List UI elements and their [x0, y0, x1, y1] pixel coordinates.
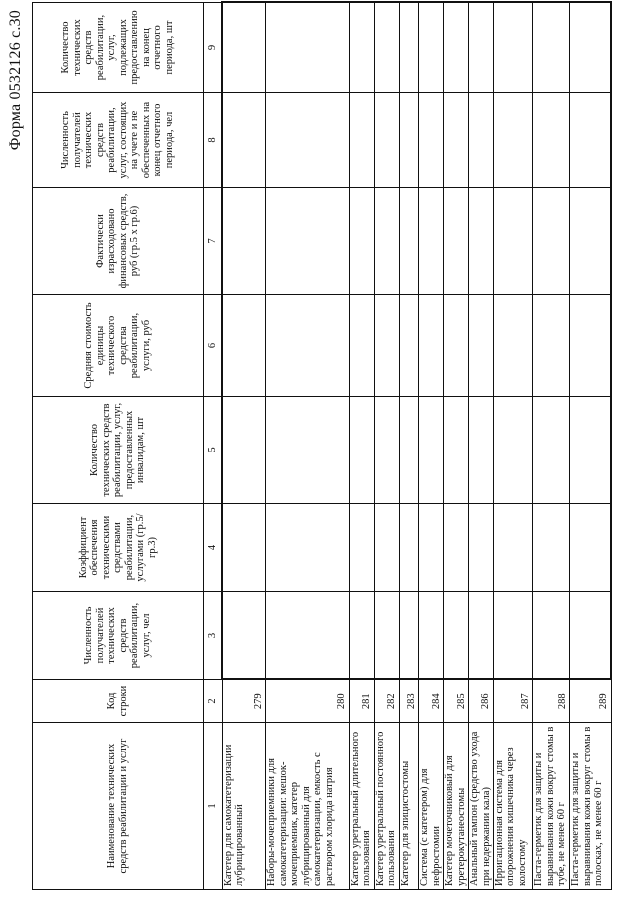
empty-cell — [222, 3, 266, 93]
empty-cell — [399, 188, 419, 295]
empty-cell — [349, 504, 374, 592]
empty-cell — [222, 188, 266, 295]
empty-cell — [374, 188, 399, 295]
header-recipients: Численность получателей технических средств реабилитации, услуг, чел — [33, 592, 204, 680]
empty-cell — [419, 295, 444, 397]
table-row — [493, 3, 532, 890]
row-name: Ирригационная система для опорожнения кишечника через колостому — [493, 723, 532, 890]
empty-cell — [222, 592, 266, 680]
empty-cell — [533, 188, 570, 295]
row-code: 289 — [570, 680, 611, 723]
table-row — [570, 3, 611, 890]
table-row — [374, 3, 399, 890]
row-code: 280 — [266, 680, 350, 723]
empty-cell — [570, 93, 611, 188]
empty-cell — [349, 397, 374, 504]
table-row — [349, 3, 374, 890]
table-row — [266, 3, 350, 890]
empty-cell — [266, 397, 350, 504]
empty-cell — [444, 504, 469, 592]
empty-cell — [469, 295, 494, 397]
empty-cell — [444, 397, 469, 504]
row-name: Катетер мочеточниковый для уретерокутанеостомы — [444, 723, 469, 890]
empty-cell — [493, 188, 532, 295]
row-name: Катетер уретральный постоянного пользования — [374, 723, 399, 890]
empty-cell — [222, 504, 266, 592]
column-numbers-row — [203, 3, 222, 890]
row-name: Паста-герметик для защиты и выравнивания кожи вокруг стомы в полосках, не менее 60 г — [570, 723, 611, 890]
row-code: 284 — [419, 680, 444, 723]
empty-cell — [266, 93, 350, 188]
table-body — [222, 3, 611, 890]
empty-cell — [493, 295, 532, 397]
report-table — [32, 2, 612, 891]
column-number: 2 — [203, 680, 222, 723]
table-row — [533, 3, 570, 890]
row-code: 282 — [374, 680, 399, 723]
empty-cell — [374, 592, 399, 680]
empty-cell — [570, 397, 611, 504]
empty-cell — [469, 504, 494, 592]
header-row — [33, 3, 204, 890]
table-row — [399, 3, 419, 890]
empty-cell — [419, 93, 444, 188]
empty-cell — [266, 3, 350, 93]
empty-cell — [266, 592, 350, 680]
empty-cell — [349, 93, 374, 188]
column-number: 1 — [203, 723, 222, 890]
empty-cell — [266, 504, 350, 592]
row-code: 279 — [222, 680, 266, 723]
empty-cell — [533, 592, 570, 680]
empty-cell — [374, 504, 399, 592]
empty-cell — [469, 3, 494, 93]
empty-cell — [419, 188, 444, 295]
empty-cell — [444, 3, 469, 93]
empty-cell — [419, 3, 444, 93]
empty-cell — [469, 93, 494, 188]
column-number: 3 — [203, 592, 222, 680]
empty-cell — [399, 93, 419, 188]
empty-cell — [493, 592, 532, 680]
table-row — [469, 3, 494, 890]
row-name: Катетер уретральный длительного пользования — [349, 723, 374, 890]
column-number: 7 — [203, 188, 222, 295]
row-code: 283 — [399, 680, 419, 723]
empty-cell — [444, 295, 469, 397]
empty-cell — [444, 592, 469, 680]
row-name: Наборы-мочеприемники для самокатетеризации: мешок-мочеприемник, катетер лубрицированный для самокатетеризации, емкость с раствором хлорида натрия — [266, 723, 350, 890]
empty-cell — [399, 3, 419, 93]
column-number: 6 — [203, 295, 222, 397]
row-name: Система (с катетером) для нефростомии — [419, 723, 444, 890]
empty-cell — [444, 188, 469, 295]
header-avg-cost: Средняя стоимость единицы технического средства реабилитации, услуги, руб — [33, 295, 204, 397]
form-number: Форма 0532126 с.30 — [7, 10, 24, 151]
empty-cell — [374, 295, 399, 397]
empty-cell — [469, 592, 494, 680]
row-code: 285 — [444, 680, 469, 723]
empty-cell — [349, 3, 374, 93]
empty-cell — [469, 188, 494, 295]
column-number: 9 — [203, 3, 222, 93]
empty-cell — [533, 295, 570, 397]
table-row — [222, 3, 266, 890]
empty-cell — [444, 93, 469, 188]
empty-cell — [570, 3, 611, 93]
empty-cell — [570, 592, 611, 680]
column-number: 5 — [203, 397, 222, 504]
column-number: 8 — [203, 93, 222, 188]
header-to-provide: Количество технических средств реабилитации, услуг, подлежащих предоставлению на конец отчетного периода, шт — [33, 3, 204, 93]
header-code: Код строки — [33, 680, 204, 723]
header-coefficient: Коэффициент обеспечения техническими средствами реабилитации, услугами (гр.5/гр.3) — [33, 504, 204, 592]
empty-cell — [399, 295, 419, 397]
empty-cell — [419, 397, 444, 504]
empty-cell — [374, 93, 399, 188]
row-name: Катетер для самокатетеризации лубрицированный — [222, 723, 266, 890]
row-code: 287 — [493, 680, 532, 723]
empty-cell — [419, 592, 444, 680]
empty-cell — [222, 93, 266, 188]
empty-cell — [419, 504, 444, 592]
empty-cell — [469, 397, 494, 504]
table-row — [419, 3, 444, 890]
row-name: Катетер для эпицистостомы — [399, 723, 419, 890]
empty-cell — [266, 295, 350, 397]
empty-cell — [349, 592, 374, 680]
empty-cell — [570, 188, 611, 295]
empty-cell — [374, 397, 399, 504]
empty-cell — [399, 504, 419, 592]
header-unprovided: Численность получателей технических средств реабилитации, услуг, состоящих на учете и не обеспеченных на конец отчетного периода, чел — [33, 93, 204, 188]
empty-cell — [374, 3, 399, 93]
empty-cell — [493, 93, 532, 188]
empty-cell — [222, 295, 266, 397]
header-name: Наименование технических средств реабилитации и услуг — [33, 723, 204, 890]
empty-cell — [493, 3, 532, 93]
header-quantity: Количество технических средств реабилитации, услуг, предоставленных инвалидам, шт — [33, 397, 204, 504]
empty-cell — [533, 397, 570, 504]
table-row — [444, 3, 469, 890]
empty-cell — [349, 295, 374, 397]
empty-cell — [493, 397, 532, 504]
row-code: 288 — [533, 680, 570, 723]
empty-cell — [349, 188, 374, 295]
empty-cell — [266, 188, 350, 295]
empty-cell — [570, 295, 611, 397]
empty-cell — [493, 504, 532, 592]
empty-cell — [222, 397, 266, 504]
row-name: Анальный тампон (средство ухода при недержании кала) — [469, 723, 494, 890]
header-spent: Фактически израсходовано финансовых средств, руб (гр.5 х гр.6) — [33, 188, 204, 295]
row-code: 281 — [349, 680, 374, 723]
column-number: 4 — [203, 504, 222, 592]
empty-cell — [533, 3, 570, 93]
empty-cell — [533, 504, 570, 592]
row-code: 286 — [469, 680, 494, 723]
empty-cell — [533, 93, 570, 188]
empty-cell — [570, 504, 611, 592]
row-name: Паста-герметик для защиты и выравнивания кожи вокруг стомы в тубе, не менее 60 г — [533, 723, 570, 890]
empty-cell — [399, 397, 419, 504]
empty-cell — [399, 592, 419, 680]
